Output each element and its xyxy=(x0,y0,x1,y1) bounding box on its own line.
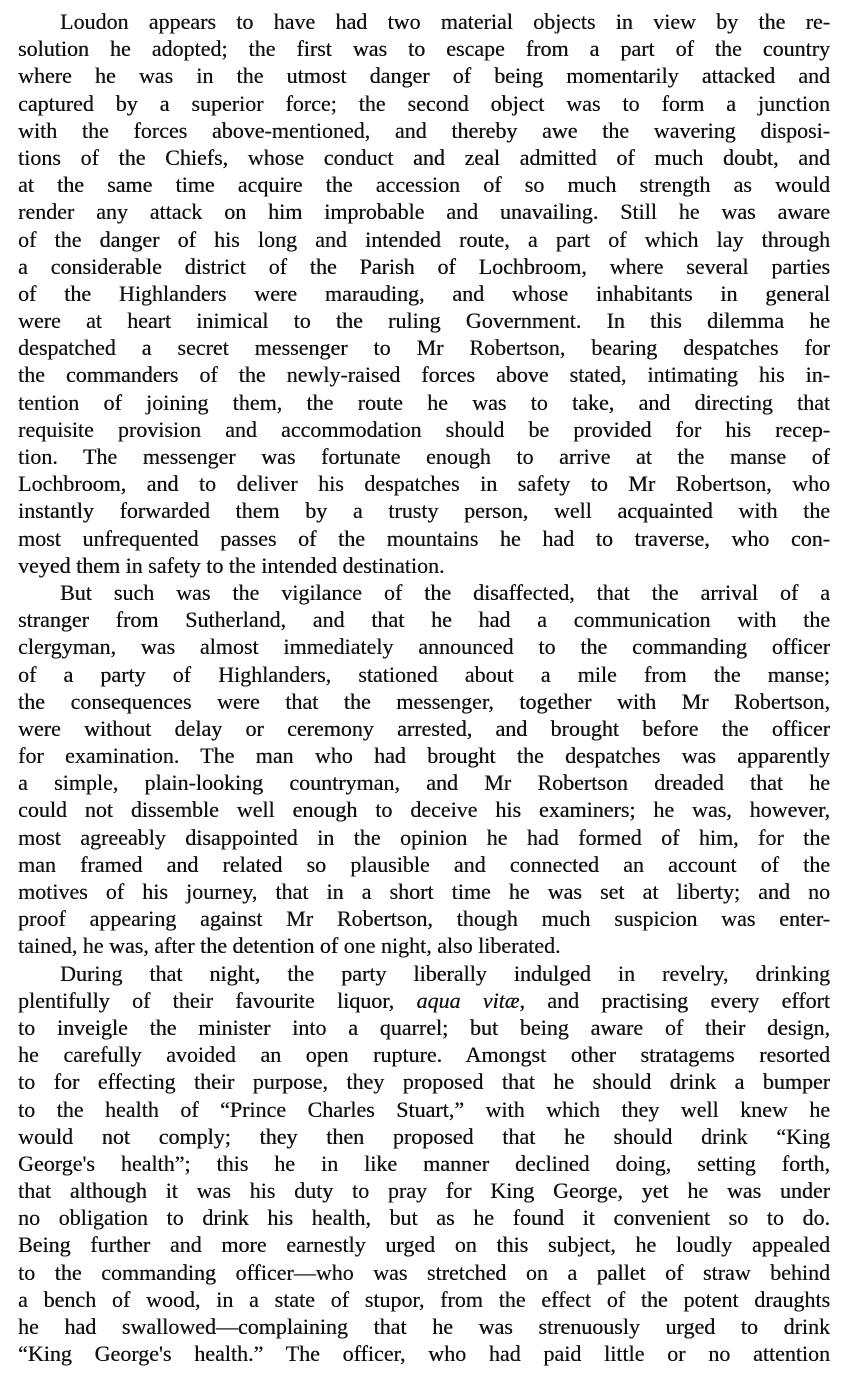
text-line: at the same time acquire the accession of so much strength as would xyxy=(18,172,830,198)
text-line: tions of the Chiefs, whose conduct and zeal admitted of much doubt, and xyxy=(18,144,830,170)
text-line: that although it was his duty to pray for King George, yet he was under xyxy=(18,1178,830,1204)
text-line: with the forces above-mentioned, and thereby awe the wavering disposi- xyxy=(18,117,830,143)
text-line: instantly forwarded them by a trusty person, well acquainted with the xyxy=(18,498,830,524)
text-line: of the danger of his long and intended route, a part of which lay through xyxy=(18,226,830,252)
paragraph xyxy=(18,960,830,1368)
text-line: he had swallowed—complaining that he was strenuously urged to drink xyxy=(18,1314,830,1339)
text-line: tion. The messenger was fortunate enough to arrive at the manse of xyxy=(18,444,830,469)
text-line: Lochbroom, and to deliver his despatches in safety to Mr Robertson, who xyxy=(18,471,830,497)
text-line: motives of his journey, that in a short time he was set at liberty; and no xyxy=(18,879,830,904)
paragraph xyxy=(18,579,830,960)
paragraph xyxy=(18,8,830,579)
text-span: plentifully of their favourite liquor, xyxy=(18,987,417,1013)
text-line: clergyman, was almost immediately announced to the commanding officer xyxy=(18,634,830,660)
text-line: would not comply; they then proposed that he should drink “King xyxy=(18,1123,830,1149)
text-line: tained, he was, after the detention of one night, also liberated. xyxy=(18,933,561,959)
text-line: a bench of wood, in a state of stupor, from the effect of the potent draughts xyxy=(18,1286,830,1312)
text-line: most agreeably disappointed in the opinion he had formed of him, for the xyxy=(18,824,830,850)
text-line: where he was in the utmost danger of being momentarily attacked and xyxy=(18,63,830,89)
text-line: George's health”; this he in like manner declined doing, setting forth, xyxy=(18,1150,830,1176)
text-line: to for effecting their purpose, they proposed that he should drink a bumper xyxy=(18,1069,830,1095)
text-line: no obligation to drink his health, but as he found it convenient so to do. xyxy=(18,1205,830,1231)
text-line: requisite provision and accommodation should be provided for his recep- xyxy=(18,416,830,442)
text-line: for examination. The man who had brought the despatches was apparently xyxy=(18,743,830,769)
text-line: most unfrequented passes of the mountains he had to traverse, who con- xyxy=(18,525,830,551)
text-line: stranger from Sutherland, and that he had a communication with the xyxy=(18,607,830,633)
text-line: to the commanding officer—who was stretched on a pallet of straw behind xyxy=(18,1259,830,1285)
text-line: a simple, plain-looking countryman, and Mr Robertson dreaded that he xyxy=(18,770,830,796)
text-span: , and practising every effort xyxy=(519,987,830,1013)
text-line: solution he adopted; the first was to escape from a part of the country xyxy=(18,36,830,62)
text-line: to inveigle the minister into a quarrel; but being aware of their design, xyxy=(18,1014,830,1040)
text-line: man framed and related so plausible and connected an account of the xyxy=(18,851,830,877)
text-line: render any attack on him improbable and unavailing. Still he was aware xyxy=(18,199,830,225)
text-line: Loudon appears to have had two material objects in view by the re- xyxy=(60,9,830,34)
text-line: “King George's health.” The officer, who had paid little or no attention xyxy=(18,1341,830,1367)
text-line: tention of joining them, the route he was to take, and directing that xyxy=(18,389,830,415)
text-line: a considerable district of the Parish of Lochbroom, where several parties xyxy=(18,253,830,279)
text-line: But such was the vigilance of the disaffected, that the arrival of a xyxy=(60,579,830,605)
text-line: to the health of “Prince Charles Stuart,” with which they well knew he xyxy=(18,1096,830,1122)
text-line: Being further and more earnestly urged on this subject, he loudly appealed xyxy=(18,1232,830,1258)
text-line: During that night, the party liberally indulged in revelry, drinking xyxy=(60,960,830,986)
text-line: were without delay or ceremony arrested, and brought before the officer xyxy=(18,715,830,741)
text-line: of a party of Highlanders, stationed about a mile from the manse; xyxy=(18,661,830,687)
text-line: proof appearing against Mr Robertson, though much suspicion was enter- xyxy=(18,906,830,932)
text-line: veyed them in safety to the intended destination. xyxy=(18,552,445,578)
text-line: were at heart inimical to the ruling Government. In this dilemma he xyxy=(18,308,830,334)
text-line: the commanders of the newly-raised forces above stated, intimating his in- xyxy=(18,362,830,388)
text-line: captured by a superior force; the second object was to form a junction xyxy=(18,90,830,116)
document-page xyxy=(18,8,830,1367)
text-line: of the Highlanders were marauding, and whose inhabitants in general xyxy=(18,280,830,306)
text-line: despatched a secret messenger to Mr Robertson, bearing despatches for xyxy=(18,335,830,361)
text-line: he carefully avoided an open rupture. Amongst other stratagems resorted xyxy=(18,1042,830,1068)
text-line xyxy=(18,987,830,1014)
text-line: could not dissemble well enough to deceive his examiners; he was, however, xyxy=(18,797,830,823)
italic-phrase: aqua vitæ xyxy=(416,987,520,1013)
text-line: the consequences were that the messenger, together with Mr Robertson, xyxy=(18,688,830,714)
